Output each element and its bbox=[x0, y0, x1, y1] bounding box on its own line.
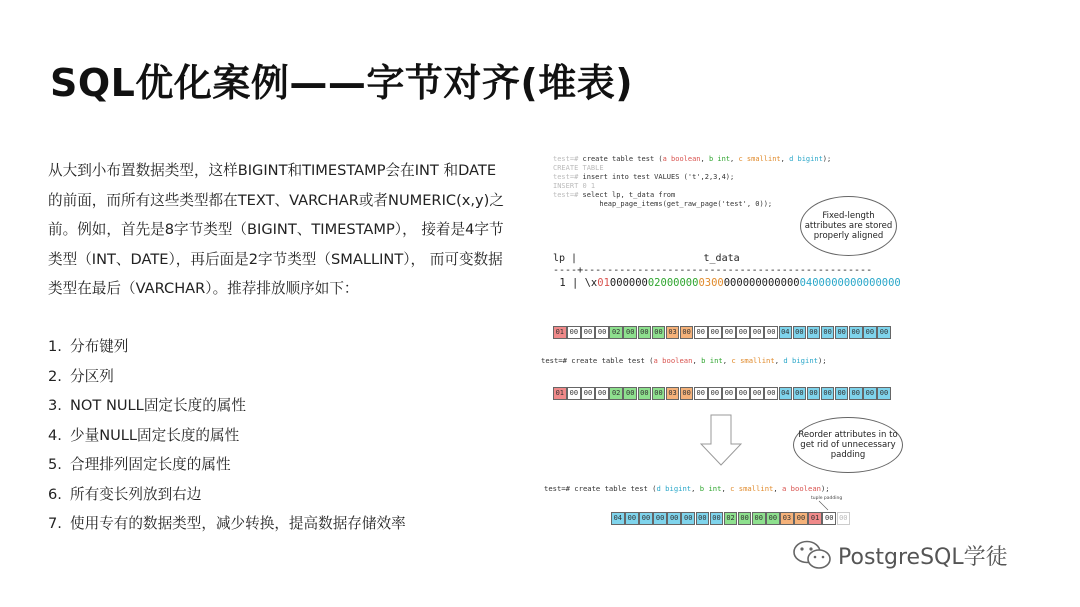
page-title: SQL优化案例——字节对齐(堆表) bbox=[50, 61, 634, 105]
byte-cell: 04 bbox=[779, 387, 793, 400]
byte-cell: 00 bbox=[835, 387, 849, 400]
list-item-text: 分布键列 bbox=[70, 338, 129, 355]
byte-cell: 00 bbox=[822, 512, 836, 525]
list-item-number: 5. bbox=[48, 456, 62, 473]
list-item-text: 所有变长列放到右边 bbox=[70, 485, 202, 503]
byte-cell: 00 bbox=[638, 387, 652, 400]
list-item bbox=[48, 332, 406, 362]
list-item-text: 使用专有的数据类型，减少转换，提高数据存储效率 bbox=[70, 515, 406, 532]
byte-cell: 00 bbox=[652, 387, 666, 400]
byte-cell: 00 bbox=[567, 326, 581, 339]
byte-cell: 00 bbox=[694, 326, 708, 339]
description-text: 从大到小布置数据类型，这样BIGINT和TIMESTAMP会在INT 和DATE的前面，而所有这些类型都在TEXT、VARCHAR或者NUMERIC(x,y)之前。例如，首先是8字节类型（BIGINT、TIMESTAMP）， 接着是4字节类型（INT、DATE），再后面是2字节类型（SMALLINT）， 而可变数据类型在最后（VARCHAR）。推荐排放顺序如下： bbox=[48, 162, 504, 297]
byte-cell: 00 bbox=[722, 387, 736, 400]
byte-cell: 00 bbox=[667, 512, 681, 525]
padding-pointer-icon bbox=[818, 500, 832, 512]
sql-original-table: test=# create table test (a boolean, b int, c smallint, d bigint); bbox=[541, 356, 827, 365]
byte-cell: 03 bbox=[666, 326, 680, 339]
byte-cell: 00 bbox=[849, 326, 863, 339]
byte-cell: 00 bbox=[595, 326, 609, 339]
byte-cell: 01 bbox=[553, 387, 567, 400]
byte-cell: 00 bbox=[680, 387, 694, 400]
byte-cell: 04 bbox=[779, 326, 793, 339]
byte-cell: 00 bbox=[623, 387, 637, 400]
byte-cell: 02 bbox=[609, 387, 623, 400]
list-item-number: 7. bbox=[48, 515, 62, 532]
watermark bbox=[792, 539, 1008, 571]
byte-cell: 00 bbox=[696, 512, 710, 525]
byte-cell: 00 bbox=[708, 387, 722, 400]
byte-cell: 00 bbox=[639, 512, 653, 525]
list-item-number: 6. bbox=[48, 485, 62, 503]
byte-cell: 01 bbox=[808, 512, 822, 525]
byte-cell: 00 bbox=[750, 387, 764, 400]
byte-cell: 00 bbox=[849, 387, 863, 400]
tuple-padding-label: tuple padding bbox=[811, 496, 843, 501]
lp-row: 1 | \x010000000200000003000000000000000400000000000000 bbox=[553, 277, 901, 289]
byte-cell: 00 bbox=[877, 326, 891, 339]
byte-cell: 00 bbox=[722, 326, 736, 339]
list-item-number: 4. bbox=[48, 426, 62, 444]
byte-cell: 00 bbox=[752, 512, 766, 525]
list-item bbox=[48, 421, 406, 451]
byte-cell: 00 bbox=[821, 326, 835, 339]
description bbox=[48, 156, 508, 304]
byte-cell: 00 bbox=[694, 387, 708, 400]
list-item bbox=[48, 480, 406, 510]
byte-cell: 00 bbox=[581, 387, 595, 400]
list-item bbox=[48, 450, 406, 480]
byte-cell: 00 bbox=[567, 387, 581, 400]
byte-cell: 00 bbox=[764, 387, 778, 400]
byte-cell: 00 bbox=[807, 387, 821, 400]
list-item-number: 2. bbox=[48, 367, 62, 385]
byte-cell: 00 bbox=[623, 326, 637, 339]
list-item bbox=[48, 391, 406, 421]
byte-cell: 00 bbox=[794, 512, 808, 525]
byte-cell: 02 bbox=[724, 512, 738, 525]
byte-cell: 00 bbox=[793, 387, 807, 400]
byte-cell: 00 bbox=[863, 387, 877, 400]
list-item-number: 1. bbox=[48, 338, 62, 355]
watermark-text: PostgreSQL学徒 bbox=[838, 544, 1008, 570]
byte-cell: 00 bbox=[807, 326, 821, 339]
byte-row-reordered bbox=[611, 512, 851, 525]
byte-row-original bbox=[553, 326, 891, 339]
byte-cell: 00 bbox=[764, 326, 778, 339]
lp-separator: ----+------------------------------------------------ bbox=[553, 265, 873, 276]
byte-cell: 00 bbox=[708, 326, 722, 339]
byte-cell: 00 bbox=[793, 326, 807, 339]
byte-cell: 00 bbox=[680, 326, 694, 339]
fixed-length-bubble bbox=[800, 196, 897, 256]
byte-row-original-2 bbox=[553, 387, 891, 400]
sql-reordered-table: test=# create table test (d bigint, b int, c smallint, a boolean); bbox=[544, 484, 830, 493]
fixed-length-bubble-text: Fixed-length attributes are stored properly aligned bbox=[804, 211, 893, 241]
byte-cell: 00 bbox=[736, 387, 750, 400]
list-item-number: 3. bbox=[48, 397, 62, 414]
list-item-text: 少量NULL固定长度的属性 bbox=[70, 426, 240, 444]
byte-cell: 00 bbox=[750, 326, 764, 339]
byte-cell: 00 bbox=[625, 512, 639, 525]
byte-cell: 00 bbox=[681, 512, 695, 525]
byte-cell: 00 bbox=[835, 326, 849, 339]
wechat-icon bbox=[792, 539, 832, 571]
recommend-list bbox=[48, 332, 406, 539]
list-item-text: 合理排列固定长度的属性 bbox=[70, 456, 231, 473]
list-item bbox=[48, 509, 406, 539]
byte-cell: 04 bbox=[611, 512, 625, 525]
list-item bbox=[48, 362, 406, 392]
byte-cell: 00 bbox=[638, 326, 652, 339]
byte-cell: 00 bbox=[581, 326, 595, 339]
byte-cell: 00 bbox=[877, 387, 891, 400]
byte-cell: 00 bbox=[652, 326, 666, 339]
byte-cell: 03 bbox=[780, 512, 794, 525]
byte-cell: 00 bbox=[710, 512, 724, 525]
byte-cell: 00 bbox=[738, 512, 752, 525]
sql-code-block: test=# create table test (a boolean, b int, c smallint, d bigint); CREATE TABLE test=# insert into test VALUES ('t',2,3,4); INSERT 0 1 test=# select lp, t_data from heap_page_items(get_raw_page('test', 0)); bbox=[553, 155, 832, 208]
reorder-bubble bbox=[793, 417, 903, 473]
byte-cell: 03 bbox=[666, 387, 680, 400]
byte-cell: 00 bbox=[736, 326, 750, 339]
reorder-bubble-text: Reorder attributes in to get rid of unnecessary padding bbox=[798, 430, 898, 460]
byte-cell: 00 bbox=[595, 387, 609, 400]
list-item-text: 分区列 bbox=[70, 367, 114, 385]
lp-header: lp | t_data bbox=[553, 253, 740, 264]
byte-cell: 01 bbox=[553, 326, 567, 339]
down-arrow-icon bbox=[700, 414, 742, 466]
byte-cell: 00 bbox=[653, 512, 667, 525]
byte-cell: 00 bbox=[863, 326, 877, 339]
byte-cell: 02 bbox=[609, 326, 623, 339]
byte-cell-padding: 00 bbox=[837, 512, 851, 525]
list-item-text: NOT NULL固定长度的属性 bbox=[70, 397, 246, 414]
byte-cell: 00 bbox=[766, 512, 780, 525]
byte-cell: 00 bbox=[821, 387, 835, 400]
